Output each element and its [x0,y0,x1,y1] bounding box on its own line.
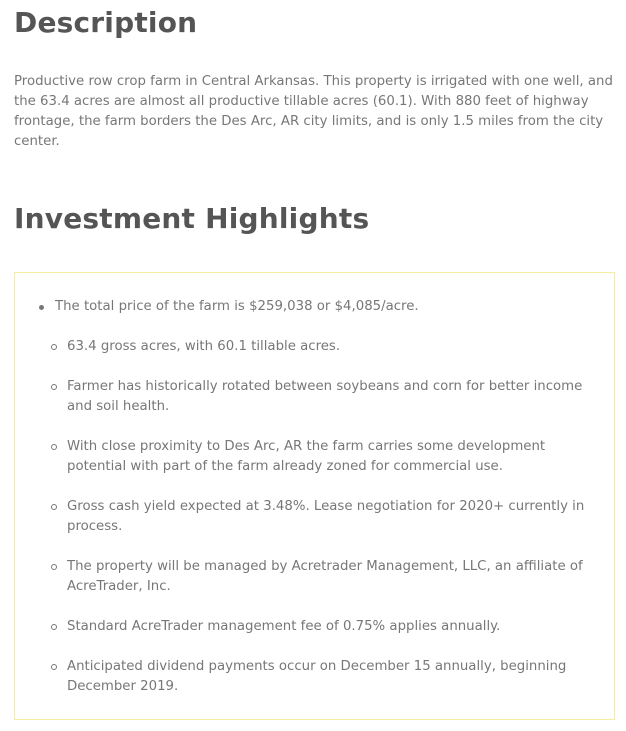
filled-bullet-icon [39,305,44,310]
hollow-bullet-icon [51,624,57,630]
description-heading: Description [14,6,198,39]
highlight-top-item-text: The total price of the farm is $259,038 or $4,085/acre. [55,299,419,314]
hollow-bullet-icon [51,384,57,390]
highlight-sub-item-text: 63.4 gross acres, with 60.1 tillable acres. [67,339,341,354]
highlight-sub-item-text: Farmer has historically rotated between soybeans and corn for better income and soil health. [67,379,583,414]
hollow-bullet-icon [51,504,57,510]
description-text: Productive row crop farm in Central Arkansas. This property is irrigated with one well, and the 63.4 acres are almost all productive tillable acres (60.1). With 880 feet of highway frontage, the farm borders the Des Arc, AR city limits, and is only 1.5 miles from the city center. [14,74,613,149]
highlight-sub-item-text: Standard AcreTrader management fee of 0.75% applies annually. [67,619,501,634]
hollow-bullet-icon [51,664,57,670]
highlight-sub-item-text: Anticipated dividend payments occur on December 15 annually, beginning December 2019. [67,659,567,694]
highlights-box [14,272,615,720]
highlight-sub-item-text: The property will be managed by Acretrader Management, LLC, an affiliate of AcreTrader, Inc. [67,559,583,594]
investment-highlights-heading: Investment Highlights [14,202,370,235]
highlight-sub-item-text: Gross cash yield expected at 3.48%. Lease negotiation for 2020+ currently in process. [67,499,585,534]
hollow-bullet-icon [51,344,57,350]
highlight-sub-item-text: With close proximity to Des Arc, AR the farm carries some development potential with part of the farm already zoned for commercial use. [67,439,546,474]
hollow-bullet-icon [51,444,57,450]
hollow-bullet-icon [51,564,57,570]
